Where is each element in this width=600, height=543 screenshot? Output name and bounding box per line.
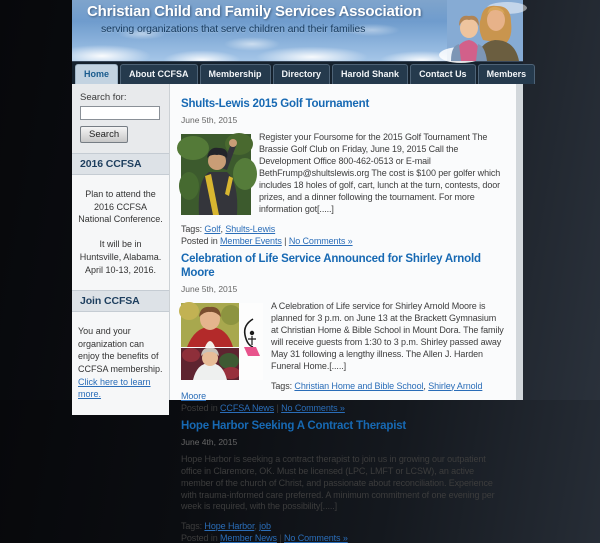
search-input[interactable] [80,106,160,120]
content-area [72,84,523,400]
sidebar-heading-join-ccfsa: Join CCFSA [72,290,169,312]
site-tagline: serving organizations that serve children and their families [101,23,365,35]
join-learn-more-link[interactable]: Click here to learn more. [78,377,151,400]
sidebar-widget-2016-ccfsa [72,175,169,290]
search-button[interactable]: Search [80,126,128,143]
nav-tab-members[interactable]: Members [478,64,536,84]
post-date: June 5th, 2015 [181,284,505,294]
post-date: June 5th, 2015 [181,115,505,125]
post-date: June 4th, 2015 [181,437,505,447]
post-categories: Posted in Member News | No Comments » [181,533,505,543]
tag-link-golf[interactable]: Golf [204,224,220,234]
post-excerpt: Hope Harbor is seeking a contract therapist to join us in growing our outpatient office in Claremore, OK. Must be licensed (LPC, LMFT or LCSW), an active member of the church of Christ, and passionate about reconciliation. Experience with trauma-informed care preferred. A minimum commitment of one evening per week is required, with the possibility[.....] [181,454,505,513]
category-link-ccfsa-news[interactable]: CCFSA News [220,403,274,413]
tag-link-christian-home[interactable]: Christian Home and Bible School [294,381,423,391]
nav-tab-directory[interactable]: Directory [273,64,331,84]
category-link-member-news[interactable]: Member News [220,533,277,543]
search-label: Search for: [80,92,161,103]
mother-and-child-photo [447,0,523,61]
post-categories: Posted in Member Events | No Comments » [181,236,505,246]
tag-link-job[interactable]: job [259,521,271,531]
golfer-photo [181,134,251,215]
tag-link-hope-harbor[interactable]: Hope Harbor [204,521,254,531]
post-title-link[interactable]: Shults-Lewis 2015 Golf Tournament [181,97,505,111]
post-tags: Tags: Hope Harbor, job [181,521,505,531]
shirley-moore-photos [181,303,263,380]
post-title-link[interactable]: Celebration of Life Service Announced for Shirley Arnold Moore [181,252,505,281]
site-title: Christian Child and Family Services Association [87,3,421,20]
post-excerpt: A Celebration of Life service for Shirley Arnold Moore is planned for 3 p.m. on June 13 at the Brackett Gymnasium at Christian Home & Bible School in Mount Dora. The family will receive guests from 1:30 to 3 p.m. Shirley passed away May 31 following a lengthy illness. The Allen J. Harden Funeral Home.[.....] [181,301,505,372]
nav-tab-membership[interactable]: Membership [200,64,271,84]
posts-column [170,84,516,400]
site-header [72,0,523,61]
tag-link-shirley-moore[interactable]: Shirley Arnold Moore [181,381,482,401]
sidebar-widget-join-ccfsa [72,312,169,415]
nav-tab-home[interactable]: Home [75,64,118,84]
post-celebration-of-life [181,252,505,413]
comments-link[interactable]: No Comments » [281,403,345,413]
post-tags: Tags: Christian Home and Bible School, Shirley Arnold Moore [181,381,505,401]
nav-tab-about-ccfsa[interactable]: About CCFSA [120,64,198,84]
sidebar [72,84,170,400]
post-title-link[interactable]: Hope Harbor Seeking A Contract Therapist [181,419,505,433]
conference-text-line2: It will be in Huntsville, Alabama. April 10-13, 2016. [78,238,163,276]
nav-tab-harold-shank[interactable]: Harold Shank [332,64,408,84]
site-container [72,0,523,400]
post-tags: Tags: Golf, Shults-Lewis [181,224,505,234]
tag-link-shults-lewis[interactable]: Shults-Lewis [225,224,275,234]
post-golf-tournament [181,97,505,246]
category-link-member-events[interactable]: Member Events [220,236,282,246]
post-categories: Posted in CCFSA News | No Comments » [181,403,505,413]
main-navigation [72,61,523,84]
conference-text-line1: Plan to attend the 2016 CCFSA National Conference. [78,188,163,226]
join-text: You and your organization can enjoy the benefits of CCFSA membership. [78,326,163,374]
post-excerpt: Register your Foursome for the 2015 Golf Tournament The Brassie Golf Club on Friday, June 19, 2015 Call the Development Office 800-462-0513 or E-mail BethFrump@shultslewis.org The cost is $100 per golfer which includes 18 holes of golf, cart, lunch at the turn, contests, door prizes, and a dinner following the tournament. For more information got[.....] [181,132,505,215]
sidebar-heading-2016-ccfsa: 2016 CCFSA [72,153,169,175]
comments-link[interactable]: No Comments » [289,236,353,246]
nav-tab-contact-us[interactable]: Contact Us [410,64,476,84]
post-hope-harbor [181,419,505,543]
comments-link[interactable]: No Comments » [284,533,348,543]
